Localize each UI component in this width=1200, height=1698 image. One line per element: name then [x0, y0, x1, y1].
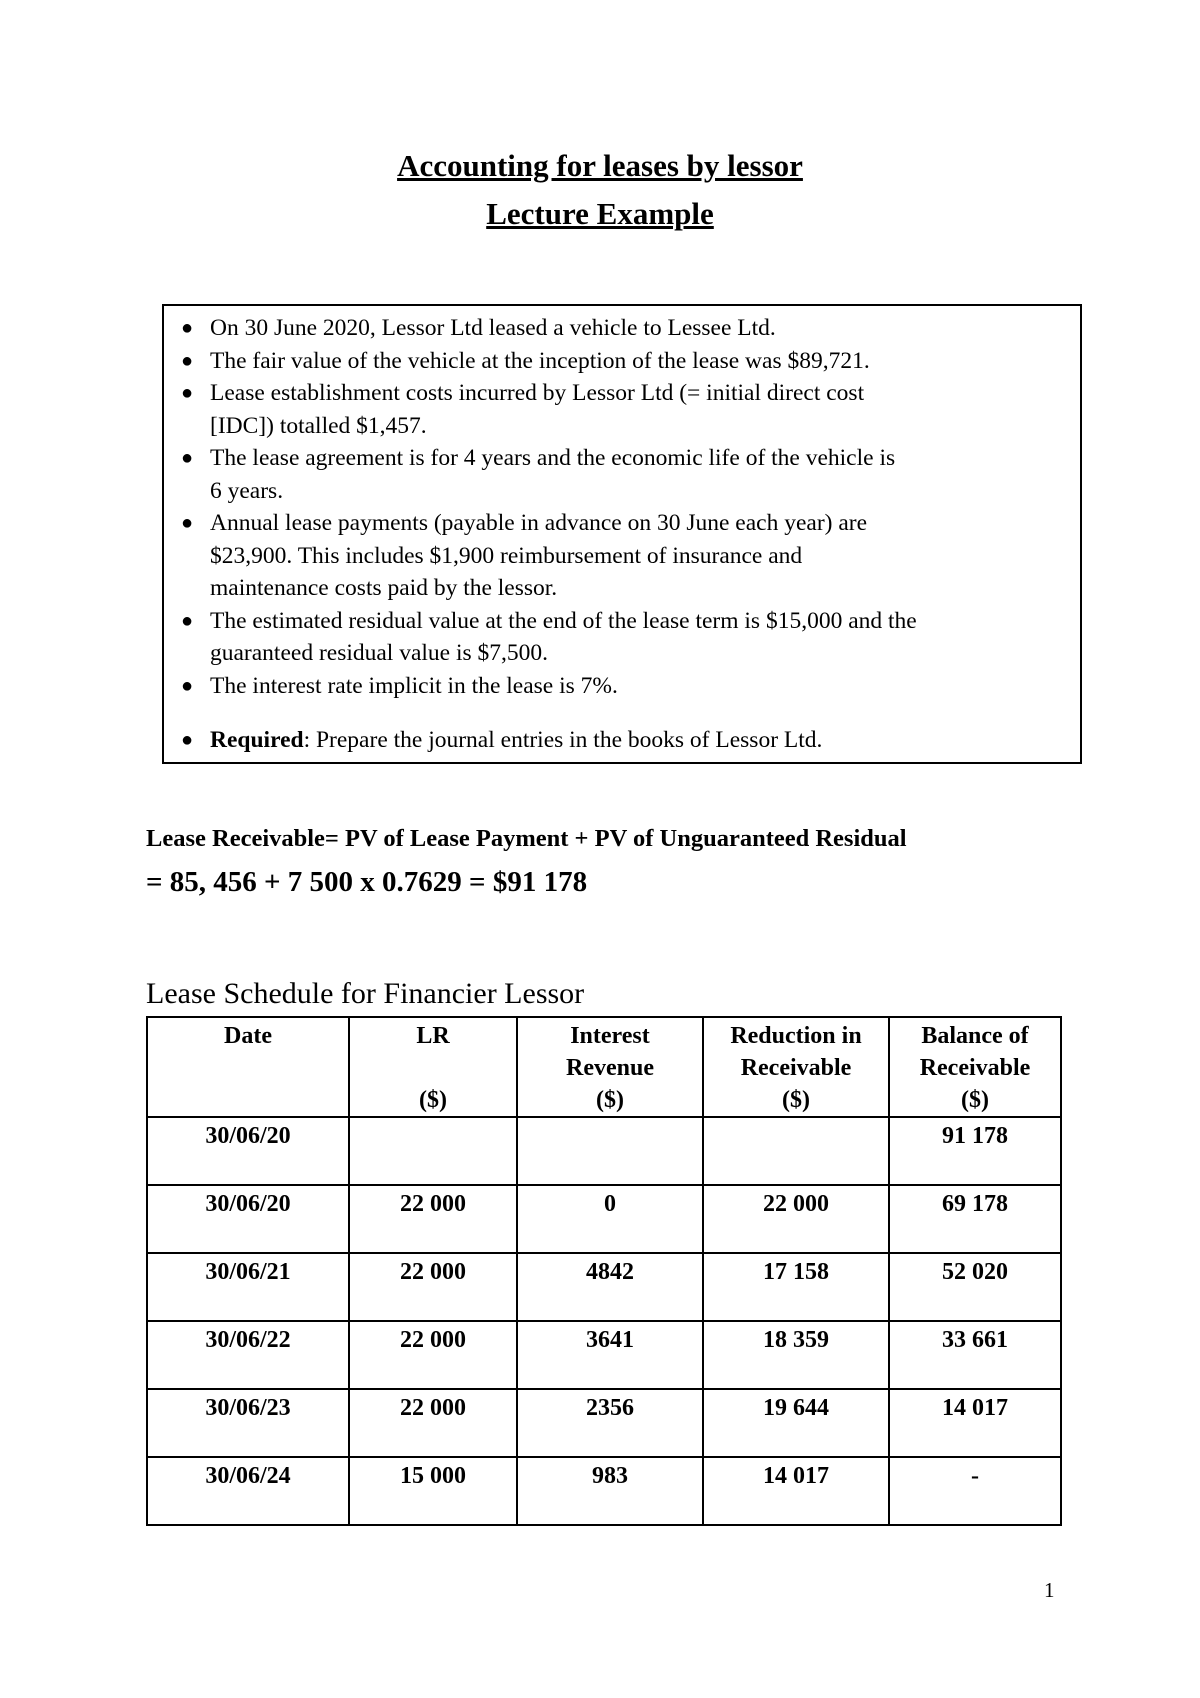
- cell-interest-revenue: 0: [517, 1185, 703, 1253]
- list-item: ● Required: Prepare the journal entries in the books of Lessor Ltd.: [210, 724, 1070, 757]
- cell-interest-revenue: 4842: [517, 1253, 703, 1321]
- list-item: ● Lease establishment costs incurred by Lessor Ltd (= initial direct cost [IDC]) totalled $1,457.: [210, 377, 1070, 442]
- column-header-reduction-in-receivable: Reduction in Receivable ($): [703, 1017, 889, 1117]
- cell-date: 30/06/20: [147, 1117, 349, 1185]
- bullet-icon: ●: [180, 512, 194, 534]
- list-item: ● The lease agreement is for 4 years and the economic life of the vehicle is 6 years.: [210, 442, 1070, 507]
- cell-balance: 91 178: [889, 1117, 1061, 1185]
- cell-interest-revenue: 2356: [517, 1389, 703, 1457]
- list-item: ● On 30 June 2020, Lessor Ltd leased a vehicle to Lessee Ltd.: [210, 312, 1070, 345]
- list-item: ● The estimated residual value at the end of the lease term is $15,000 and the guaranteed residual value is $7,500.: [210, 605, 1070, 670]
- page-number: 1: [1044, 1578, 1055, 1602]
- cell-lr: 22 000: [349, 1253, 517, 1321]
- cell-interest-revenue: 3641: [517, 1321, 703, 1389]
- table-row: [147, 1389, 1061, 1457]
- page-title: Accounting for leases by lessor: [397, 148, 803, 183]
- cell-date: 30/06/24: [147, 1457, 349, 1525]
- cell-lr: 22 000: [349, 1185, 517, 1253]
- cell-reduction: 19 644: [703, 1389, 889, 1457]
- bullet-icon: ●: [180, 317, 194, 339]
- table-row: [147, 1321, 1061, 1389]
- page-subtitle: Lecture Example: [486, 196, 714, 231]
- column-header-lr: LR ($): [349, 1017, 517, 1117]
- cell-lr: 22 000: [349, 1389, 517, 1457]
- schedule-title: Lease Schedule for Financier Lessor: [146, 977, 585, 1010]
- cell-balance: 69 178: [889, 1185, 1061, 1253]
- bullet-icon: ●: [180, 729, 194, 751]
- table-row: [147, 1185, 1061, 1253]
- cell-balance: 14 017: [889, 1389, 1061, 1457]
- cell-balance: -: [889, 1457, 1061, 1525]
- list-item: ● The interest rate implicit in the lease is 7%.: [210, 670, 1070, 703]
- bullet-icon: ●: [180, 447, 194, 469]
- column-header-date: Date: [147, 1017, 349, 1117]
- cell-reduction: 22 000: [703, 1185, 889, 1253]
- table-row: [147, 1117, 1061, 1185]
- list-item: ● Annual lease payments (payable in advance on 30 June each year) are $23,900. This includes $1,900 reimbursement of insurance and maintenance costs paid by the lessor.: [210, 507, 1070, 605]
- lease-receivable-formula: Lease Receivable= PV of Lease Payment + PV of Unguaranteed Residual: [146, 825, 907, 852]
- bullet-icon: ●: [180, 674, 194, 697]
- cell-lr: 22 000: [349, 1321, 517, 1389]
- lease-schedule-table: [146, 1016, 1062, 1526]
- cell-reduction: 17 158: [703, 1253, 889, 1321]
- cell-date: 30/06/22: [147, 1321, 349, 1389]
- cell-date: 30/06/21: [147, 1253, 349, 1321]
- table-row: [147, 1457, 1061, 1525]
- cell-reduction: 18 359: [703, 1321, 889, 1389]
- cell-balance: 33 661: [889, 1321, 1061, 1389]
- cell-reduction: 14 017: [703, 1457, 889, 1525]
- cell-interest-revenue: [517, 1117, 703, 1185]
- lease-receivable-calculation: = 85, 456 + 7 500 x 0.7629 = $91 178: [146, 866, 588, 898]
- cell-balance: 52 020: [889, 1253, 1061, 1321]
- column-header-balance-of-receivable: Balance of Receivable ($): [889, 1017, 1061, 1117]
- table-row: [147, 1253, 1061, 1321]
- cell-date: 30/06/20: [147, 1185, 349, 1253]
- bullet-icon: ●: [180, 349, 194, 372]
- list-item: ● The fair value of the vehicle at the inception of the lease was $89,721.: [210, 345, 1070, 378]
- column-header-interest-revenue: Interest Revenue ($): [517, 1017, 703, 1117]
- cell-interest-revenue: 983: [517, 1457, 703, 1525]
- cell-lr: [349, 1117, 517, 1185]
- example-facts-box: [162, 304, 1082, 764]
- cell-date: 30/06/23: [147, 1389, 349, 1457]
- bullet-icon: ●: [180, 609, 194, 632]
- table-header-row: [147, 1017, 1061, 1117]
- bullet-icon: ●: [180, 382, 194, 404]
- cell-lr: 15 000: [349, 1457, 517, 1525]
- cell-reduction: [703, 1117, 889, 1185]
